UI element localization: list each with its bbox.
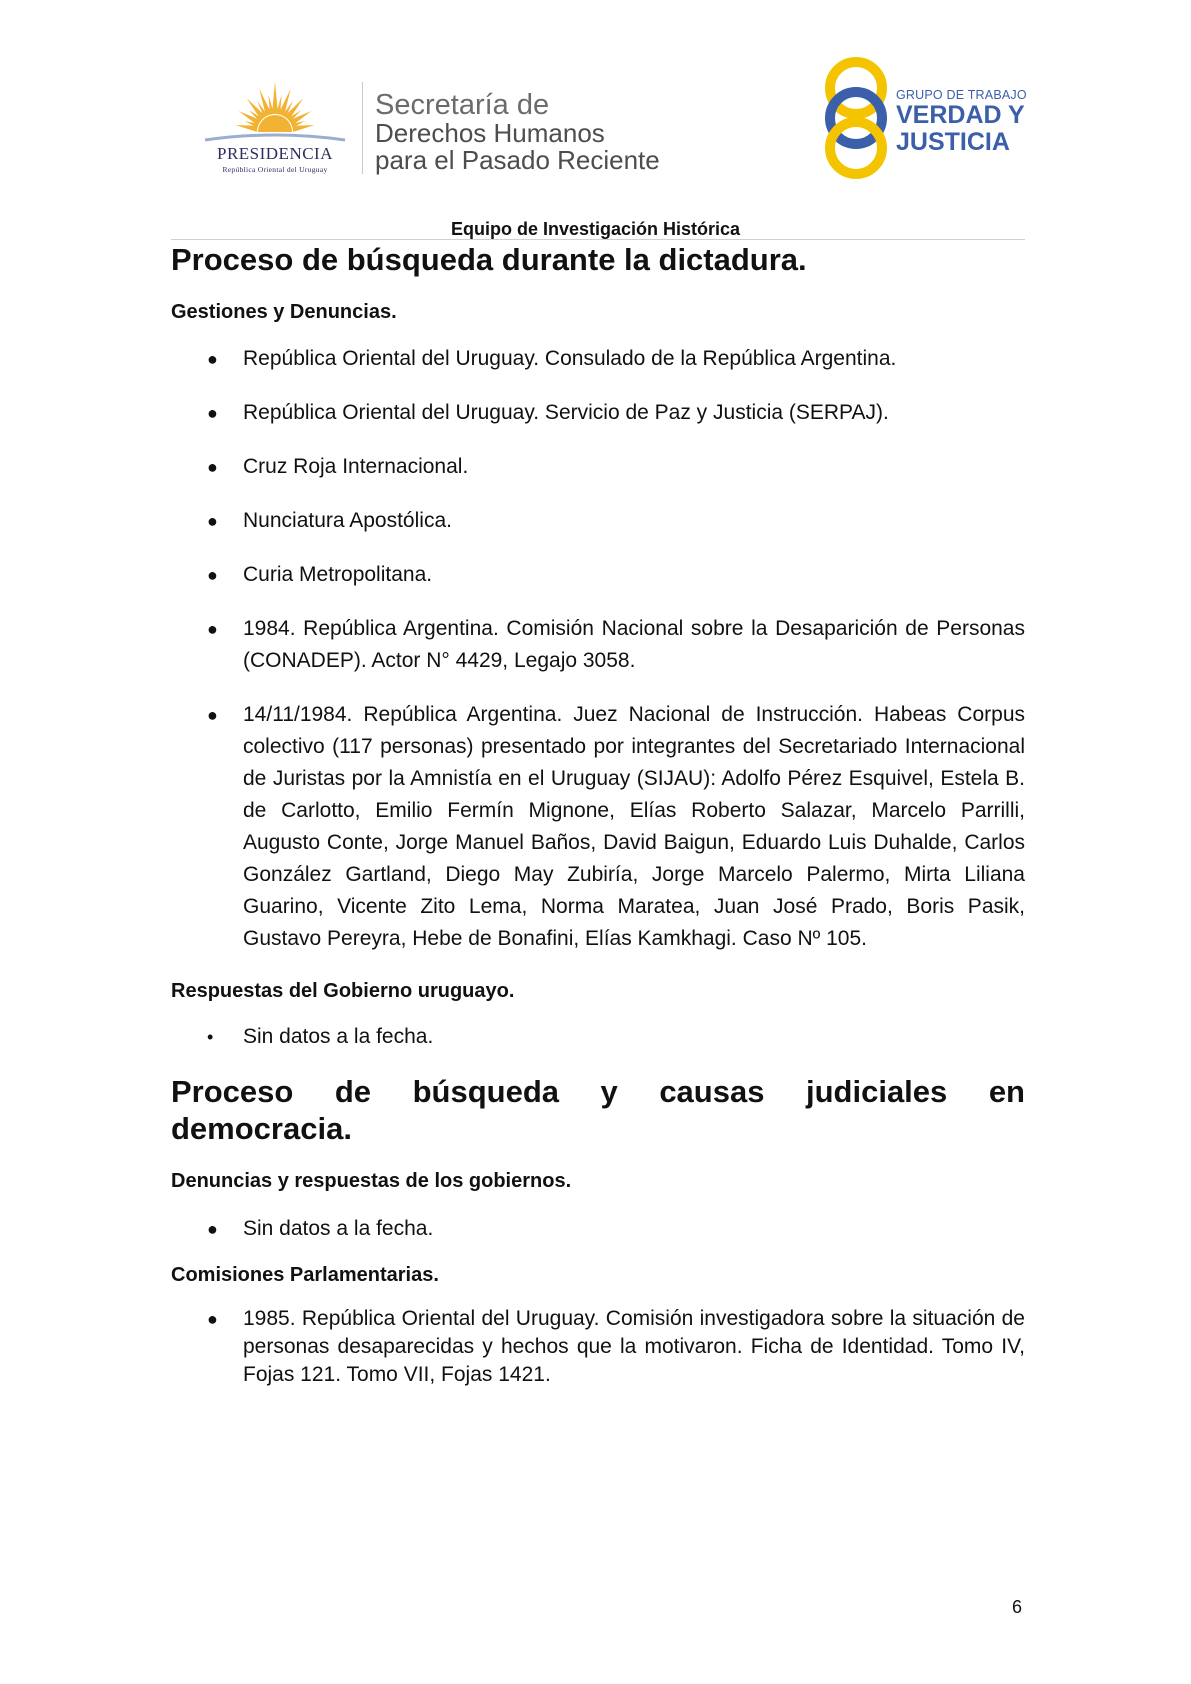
list-item: ● Sin datos a la fecha. <box>171 1213 1025 1245</box>
bullet-icon: ● <box>207 457 218 477</box>
sun-icon <box>196 76 354 144</box>
bullet-icon: ● <box>207 1309 218 1329</box>
list-item: ● Curia Metropolitana. <box>171 559 1025 591</box>
section-title-line1: Proceso de búsqueda y causas judiciales en <box>171 1074 1025 1109</box>
presidencia-subtitle: República Oriental del Uruguay <box>222 165 328 174</box>
list-denuncias <box>171 1213 1025 1245</box>
gtvj-line2: VERDAD Y <box>896 101 1025 129</box>
bullet-icon: ● <box>207 705 218 725</box>
bullet-icon: • <box>207 1027 214 1047</box>
list-item: ● Cruz Roja Internacional. <box>171 451 1025 483</box>
heading-respuestas: Respuestas del Gobierno uruguayo. <box>171 980 515 1002</box>
secretaria-logo <box>375 90 660 174</box>
list-gestiones <box>171 343 1025 955</box>
list-item: ● 1984. República Argentina. Comisión Nacional sobre la Desaparición de Personas (CONADEP). Actor N° 4429, Legajo 3058. <box>171 613 1025 677</box>
section-title-line2: democracia. <box>171 1111 352 1146</box>
gtvj-line1: GRUPO DE TRABAJO <box>896 88 1027 102</box>
heading-comisiones: Comisiones Parlamentarias. <box>171 1264 439 1286</box>
presidencia-logo <box>196 76 354 176</box>
page-number: 6 <box>1012 1597 1023 1617</box>
list-item: ● Nunciatura Apostólica. <box>171 505 1025 537</box>
bullet-icon: ● <box>207 619 218 639</box>
list-item: ● 14/11/1984. República Argentina. Juez Nacional de Instrucción. Habeas Corpus colectivo (117 personas) presentado por integrantes del Secretariado Internacional de Juristas por la Amnistía en el Uruguay (SIJAU): Adolfo Pérez Esquivel, Estela B. de Carlotto, Emilio Fermín Mignone, Elías Roberto Salazar, Marcelo Parrilli, Augusto Conte, Jorge Manuel Baños, David Baigun, Eduardo Luis Duhalde, Carlos González Gartland, Diego May Zubiría, Jorge Marcelo Palermo, Mirta Liliana Guarino, Vicente Zito Lema, Norma Maratea, Juan José Prado, Boris Pasik, Gustavo Pereyra, Hebe de Bonafini, Elías Kamkhagi. Caso Nº 105. <box>171 699 1025 955</box>
heading-denuncias: Denuncias y respuestas de los gobiernos. <box>171 1170 572 1192</box>
logo-divider <box>362 82 363 174</box>
bullet-icon: ● <box>207 349 218 369</box>
gtvj-logo <box>820 56 1030 180</box>
list-item: ● República Oriental del Uruguay. Consulado de la República Argentina. <box>171 343 1025 375</box>
list-item: ● 1985. República Oriental del Uruguay. Comisión investigadora sobre la situación de personas desaparecidas y hechos que la motivaron. Ficha de Identidad. Tomo IV, Fojas 121. Tomo VII, Fojas 1421. <box>207 1307 1025 1386</box>
gtvj-rings-icon <box>820 56 896 180</box>
secretaria-line1: Secretaría de <box>375 89 550 121</box>
secretaria-line3: para el Pasado Reciente <box>375 145 660 175</box>
document-body <box>171 241 1025 1389</box>
gtvj-line3: JUSTICIA <box>896 128 1010 156</box>
header-rule <box>171 239 1025 240</box>
list-respuestas <box>171 1021 1025 1053</box>
bullet-icon: ● <box>207 511 218 531</box>
list-item: • Sin datos a la fecha. <box>171 1021 1025 1053</box>
bullet-icon: ● <box>207 565 218 585</box>
list-comisiones <box>171 1305 1025 1389</box>
secretaria-line2: Derechos Humanos <box>375 118 605 148</box>
list-item: ● República Oriental del Uruguay. Servicio de Paz y Justicia (SERPAJ). <box>171 397 1025 429</box>
heading-gestiones: Gestiones y Denuncias. <box>171 301 397 323</box>
header-subtitle: Equipo de Investigación Histórica <box>450 219 741 239</box>
bullet-icon: ● <box>207 403 218 423</box>
presidencia-name: PRESIDENCIA <box>216 144 333 163</box>
gtvj-text <box>896 88 1027 156</box>
section-title-democracia <box>171 1073 1025 1147</box>
bullet-icon: ● <box>207 1219 218 1239</box>
section-title-dictadura: Proceso de búsqueda durante la dictadura. <box>171 242 807 277</box>
